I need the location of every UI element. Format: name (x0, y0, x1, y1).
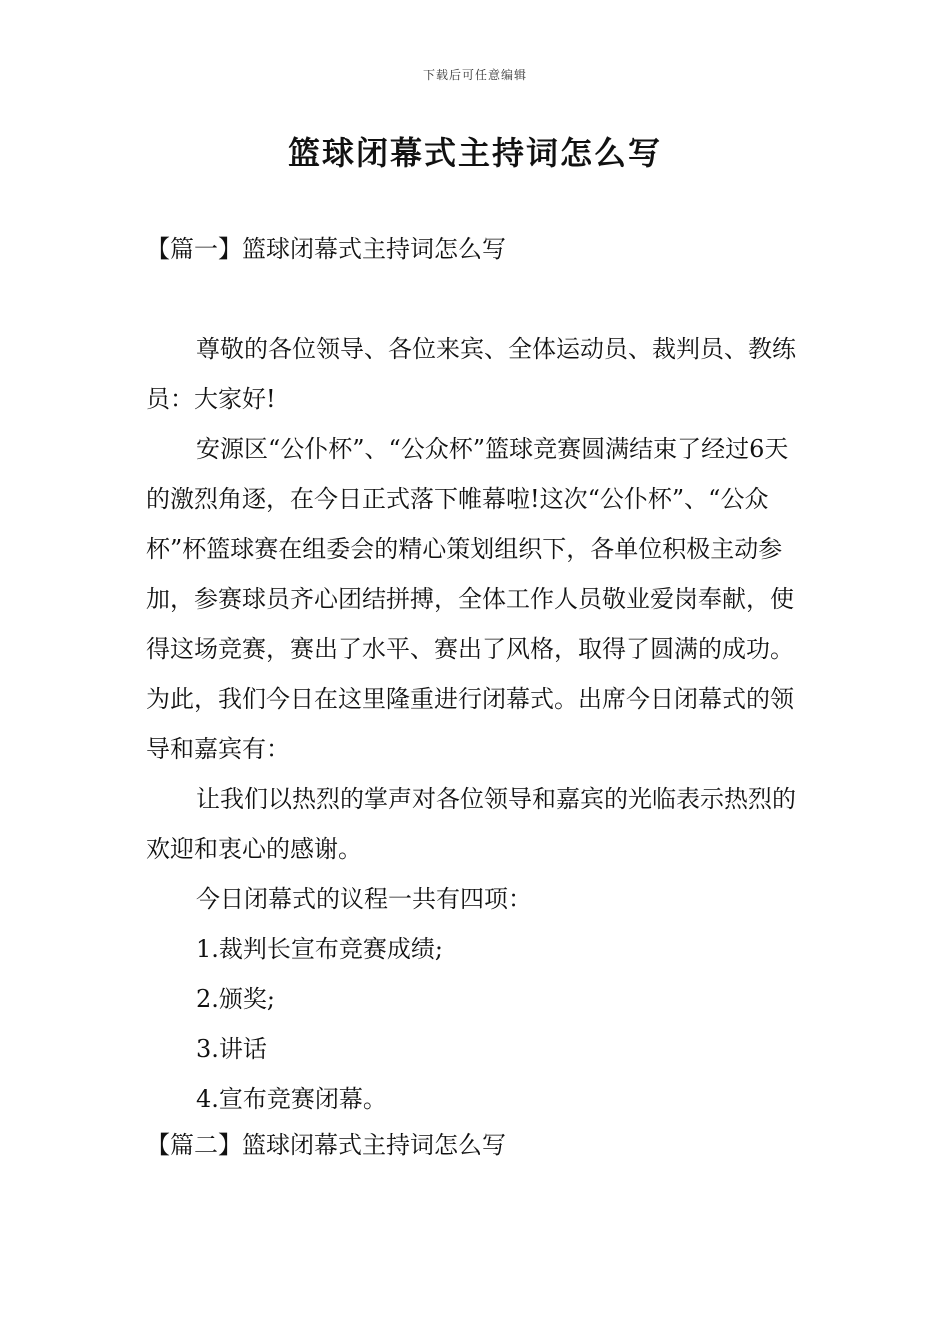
agenda-item: 1.裁判长宣布竞赛成绩; (196, 935, 443, 963)
paragraph-intro: 安源区“公仆杯”、“公众杯”篮球竞赛圆满结束了经过6天的激烈角逐，在今日正式落下帷幕啦!这次“公仆杯”、“公众杯”杯篮球赛在组委会的精心策划组织下，各单位积极主动参加，参赛球员齐心团结拼搏，全体工作人员敬业爱岗奉献，使得这场竞赛，赛出了水平、赛出了风格，取得了圆满的成功。为此，我们今日在这里隆重进行闭幕式。出席今日闭幕式的领导和嘉宾有： (146, 435, 794, 763)
agenda-item: 2.颁奖; (196, 985, 275, 1013)
document-title: 篮球闭幕式主持词怎么写 (287, 134, 662, 172)
paragraph-welcome: 让我们以热烈的掌声对各位领导和嘉宾的光临表示热烈的欢迎和衷心的感谢。 (146, 785, 796, 863)
agenda-item: 3.讲话 (196, 1035, 267, 1063)
paragraph-greeting: 尊敬的各位领导、各位来宾、全体运动员、裁判员、教练员：大家好! (146, 335, 796, 413)
agenda-item: 4.宣布竞赛闭幕。 (196, 1085, 387, 1113)
document-body (146, 324, 806, 1124)
section-heading-1: 【篇一】篮球闭幕式主持词怎么写 (146, 235, 506, 263)
paragraph-agenda-intro: 今日闭幕式的议程一共有四项： (196, 885, 532, 913)
header-note: 下载后可任意编辑 (422, 68, 527, 82)
section-heading-2: 【篇二】篮球闭幕式主持词怎么写 (146, 1131, 506, 1159)
